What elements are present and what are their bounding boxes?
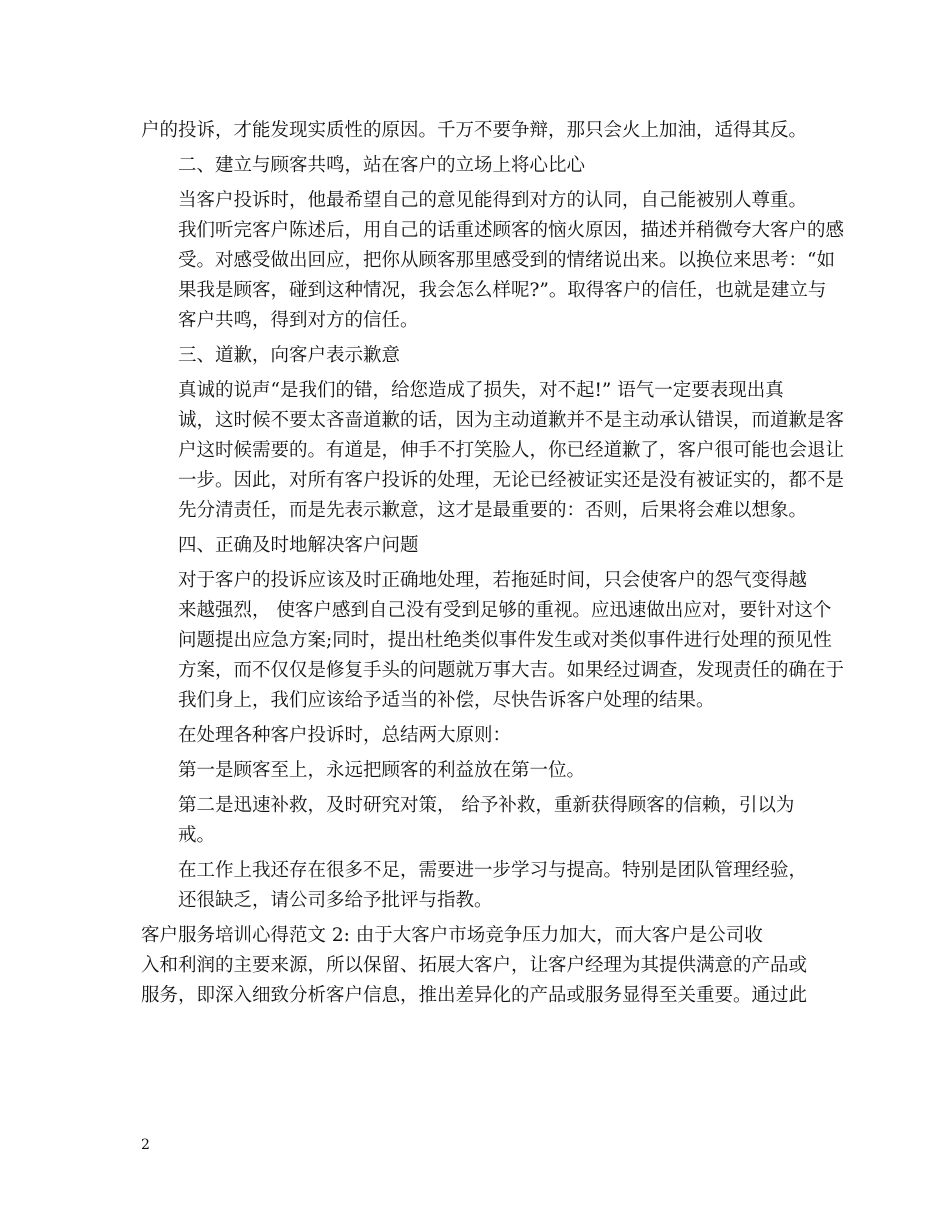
text-line: 客户服务培训心得范文 2: 由于大客户市场竞争压力加大，而大客户是公司收 — [141, 925, 763, 946]
text-line: 方案，而不仅仅是修复手头的问题就万事大吉。如果经过调查，发现责任的确在于 — [178, 660, 845, 681]
paragraph — [141, 116, 813, 146]
text-line: 我们身上，我们应该给予适当的补偿，尽快告诉客户处理的结果。 — [178, 690, 715, 711]
paragraph — [141, 921, 813, 1011]
text-line: 户这时候需要的。有道是，伸手不打笑脸人，你已经道歉了，客户很可能也会退让 — [178, 440, 845, 461]
text-line: 户的投诉，才能发现实质性的原因。千万不要争辩，那只会火上加油，适得其反。 — [141, 120, 808, 141]
text-line: 在工作上我还存在很多不足，需要进一步学习与提高。特别是团队管理经验， — [178, 860, 808, 881]
paragraph — [141, 531, 813, 561]
paragraph — [141, 756, 813, 786]
text-line: 对于客户的投诉应该及时正确地处理，若拖延时间，只会使客户的怨气变得越 — [178, 570, 808, 591]
paragraph — [141, 376, 845, 526]
paragraph — [141, 151, 813, 181]
paragraph — [141, 856, 813, 916]
text-line: 一步。因此，对所有客户投诉的处理，无论已经被证实还是没有被证实的，都不是 — [178, 470, 845, 491]
text-line: 真诚的说声“是我们的错，给您造成了损失，对不起!” 语气一定要表现出真 — [178, 380, 784, 401]
paragraph — [141, 721, 813, 751]
paragraph — [141, 186, 845, 336]
text-line: 诚，这时候不要太吝啬道歉的话，因为主动道歉并不是主动承认错误，而道歉是客 — [178, 410, 845, 431]
text-line: 果我是顾客，碰到这种情况，我会怎么样呢?”。取得客户的信任，也就是建立与 — [178, 280, 827, 301]
text-line: 服务，即深入细致分析客户信息，推出差异化的产品或服务显得至关重要。通过此 — [141, 985, 808, 1006]
paragraph — [141, 341, 813, 371]
paragraph — [141, 791, 813, 851]
paragraph — [141, 566, 845, 716]
text-line: 先分清责任，而是先表示歉意，这才是最重要的：否则，后果将会难以想象。 — [178, 500, 808, 521]
text-line: 入和利润的主要来源，所以保留、拓展大客户，让客户经理为其提供满意的产品或 — [141, 955, 808, 976]
text-line: 四、正确及时地解决客户问题 — [178, 535, 419, 556]
text-line: 还很缺乏，请公司多给予批评与指教。 — [178, 890, 493, 911]
text-line: 受。对感受做出回应，把你从顾客那里感受到的情绪说出来。以换位来思考：“如 — [178, 250, 835, 271]
text-line: 第二是迅速补救，及时研究对策， 给予补救，重新获得顾客的信赖，引以为 — [178, 795, 795, 816]
text-line: 二、建立与顾客共鸣，站在客户的立场上将心比心 — [178, 155, 586, 176]
text-line: 在处理各种客户投诉时，总结两大原则： — [178, 725, 512, 746]
text-line: 问题提出应急方案;同时，提出杜绝类似事件发生或对类似事件进行处理的预见性 — [178, 630, 832, 651]
document-body — [141, 116, 845, 1016]
text-line: 当客户投诉时，他最希望自己的意见能得到对方的认同，自己能被别人尊重。 — [178, 190, 808, 211]
text-line: 戒。 — [178, 825, 216, 846]
text-line: 三、道歉，向客户表示歉意 — [178, 345, 401, 366]
text-line: 我们听完客户陈述后，用自己的话重述顾客的恼火原因，描述并稍微夸大客户的感 — [178, 220, 845, 241]
page-number: 2 — [141, 1137, 150, 1153]
text-line: 来越强烈， 使客户感到自己没有受到足够的重视。应迅速做出应对，要针对这个 — [178, 600, 832, 621]
text-line: 客户共鸣，得到对方的信任。 — [178, 310, 419, 331]
text-line: 第一是顾客至上，永远把顾客的利益放在第一位。 — [178, 760, 586, 781]
